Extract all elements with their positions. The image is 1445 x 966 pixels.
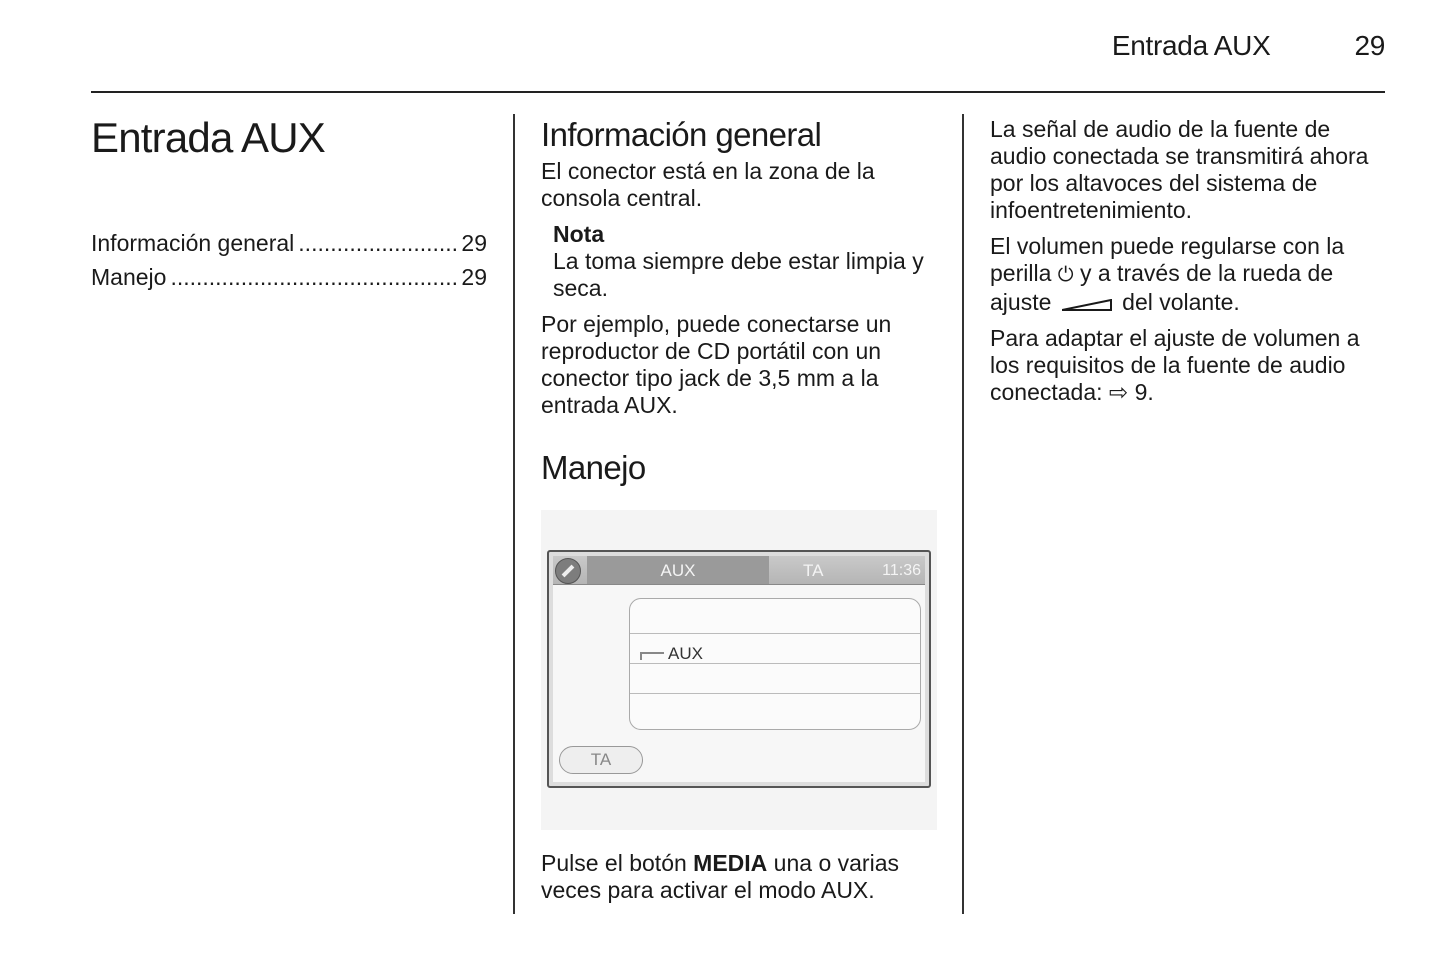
column-main — [541, 110, 937, 491]
toc-entry-page: 29 — [461, 264, 487, 290]
instruction-text: una o varias veces para activar el modo AUX. — [541, 850, 899, 903]
back-icon[interactable] — [555, 558, 581, 584]
chapter-title: Entrada AUX — [91, 114, 326, 161]
paragraph-volume-adapt — [990, 325, 1386, 406]
adapt-text: Para adaptar el ajuste de volumen a los requisitos de la fuente de audio conectada: — [990, 325, 1360, 405]
power-knob-icon: ⏻ — [1057, 264, 1074, 286]
list-item-aux[interactable] — [640, 639, 703, 669]
toc-entry-label: Manejo — [91, 264, 167, 290]
list-divider — [630, 633, 920, 634]
heading-informacion-general: Información general — [541, 116, 822, 153]
toc-leader-dots — [170, 260, 457, 294]
note-box — [553, 221, 937, 302]
header-rule — [91, 91, 1385, 93]
media-button-label: MEDIA — [693, 850, 768, 876]
column-right — [990, 116, 1386, 415]
aux-screen-figure — [541, 510, 937, 830]
jack-plug-icon — [640, 652, 664, 660]
paragraph-volume — [990, 233, 1386, 316]
toc-entry-label: Información general — [91, 230, 295, 256]
tab-aux[interactable]: AUX — [587, 556, 769, 584]
table-of-contents — [91, 226, 487, 294]
header-section-title: Entrada AUX — [1111, 30, 1271, 61]
column-toc — [91, 110, 487, 294]
heading-manejo: Manejo — [541, 449, 646, 486]
tab-ta[interactable]: TA — [803, 561, 824, 580]
column-main-footer — [541, 850, 937, 913]
note-title: Nota — [553, 221, 605, 247]
infotainment-screen — [547, 550, 931, 788]
running-header — [1112, 30, 1385, 62]
screen-top-bar — [553, 556, 925, 585]
toc-entry[interactable] — [91, 260, 487, 294]
paragraph-audio-signal: La señal de audio de la fuente de audio conectada se transmitirá ahora por los altavoces del sistema de infoentretenimiento. — [990, 116, 1369, 223]
toc-entry[interactable] — [91, 226, 487, 260]
instruction-text: Pulse el botón — [541, 850, 694, 876]
source-list — [629, 598, 921, 730]
volume-text: El volumen puede regularse con la perilla — [990, 233, 1345, 286]
toc-leader-dots — [298, 226, 457, 260]
paragraph-media-instruction — [541, 850, 937, 904]
paragraph-cd-player-example: Por ejemplo, puede conectarse un reproductor de CD portátil con un conector tipo jack de 3,5 mm a la entrada AUX. — [541, 311, 892, 418]
volume-text: del volante. — [1115, 289, 1240, 315]
header-page-number: 29 — [1354, 30, 1385, 61]
screen-clock: 11:36 — [882, 562, 921, 579]
arrow-reference-icon: ⇨ — [1108, 379, 1129, 405]
volume-text: y a través de la rueda de ajuste — [990, 260, 1334, 315]
column-divider-2 — [962, 114, 964, 914]
note-text: La toma siempre debe estar limpia y seca. — [553, 248, 924, 301]
volume-wheel-icon — [1062, 299, 1112, 311]
list-divider — [630, 663, 920, 664]
column-divider-1 — [513, 114, 515, 914]
page-reference[interactable]: 9. — [1128, 379, 1154, 405]
paragraph-connector-location: El conector está en la zona de la consola central. — [541, 158, 875, 211]
list-divider — [630, 693, 920, 694]
ta-button[interactable]: TA — [559, 746, 643, 774]
list-item-label: AUX — [668, 644, 703, 663]
toc-entry-page: 29 — [461, 230, 487, 256]
